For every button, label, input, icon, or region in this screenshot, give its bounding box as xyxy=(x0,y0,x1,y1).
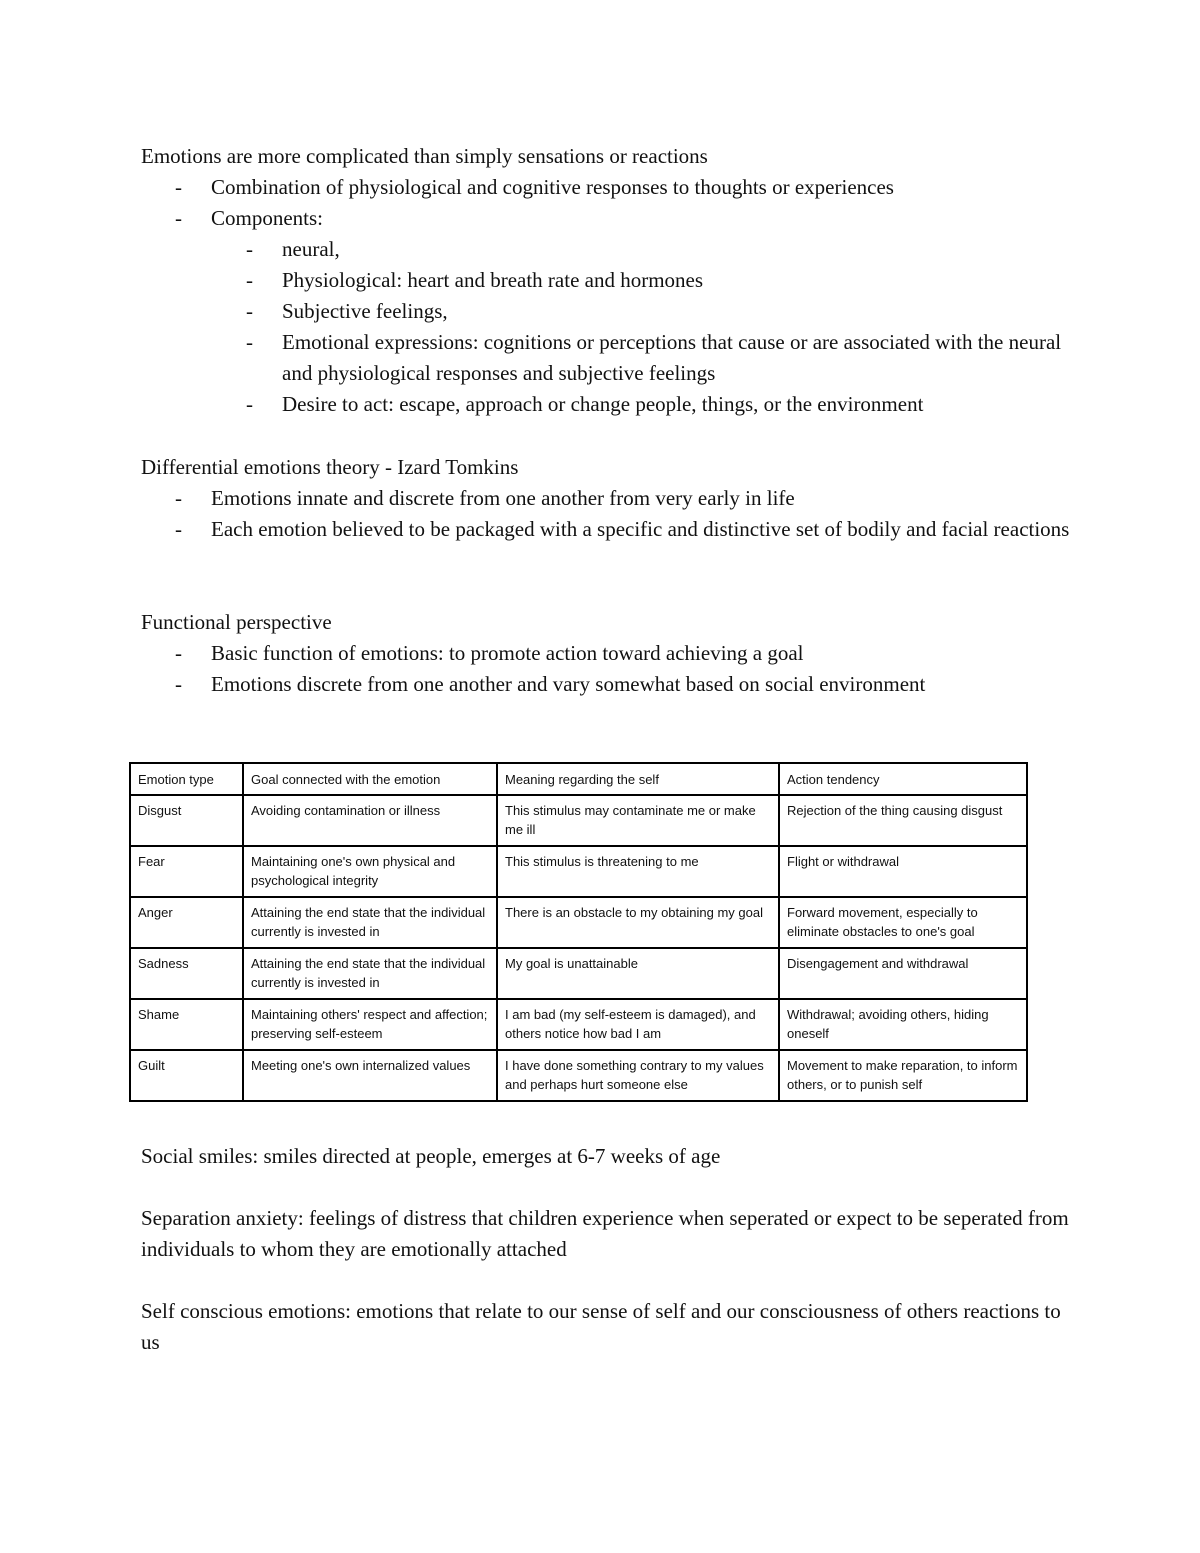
bullet-list xyxy=(141,483,1081,545)
table-row xyxy=(130,948,1027,999)
cell-action-tendency: Flight or withdrawal xyxy=(779,846,1027,897)
dash-bullet: - xyxy=(246,237,253,261)
table-row xyxy=(130,897,1027,948)
cell-action-tendency: Rejection of the thing causing disgust xyxy=(779,795,1027,846)
sub-list-item-text: Subjective feelings, xyxy=(282,299,448,323)
cell-goal: Attaining the end state that the individual currently is invested in xyxy=(243,897,497,948)
list-item xyxy=(141,483,1081,514)
cell-emotion-type: Shame xyxy=(130,999,243,1050)
definition-text: Social smiles: smiles directed at people, emerges at 6-7 weeks of age xyxy=(141,1144,721,1168)
section-heading: Functional perspective xyxy=(141,610,332,634)
definition-text: Separation anxiety: feelings of distress that children experience when seperated or expect to be seperated from individuals to whom they are emotionally attached xyxy=(141,1206,1069,1261)
emotions-table xyxy=(129,762,1028,1102)
definition-text: Self conscious emotions: emotions that relate to our sense of self and our consciousness of others reactions to us xyxy=(141,1299,1061,1354)
section-heading: Differential emotions theory - Izard Tomkins xyxy=(141,455,519,479)
cell-goal: Maintaining one's own physical and psychological integrity xyxy=(243,846,497,897)
sub-bullet-list xyxy=(211,234,1081,420)
cell-meaning: My goal is unattainable xyxy=(497,948,779,999)
section-functional-perspective xyxy=(141,607,1081,700)
table-row xyxy=(130,795,1027,846)
cell-action-tendency: Movement to make reparation, to inform others, or to punish self xyxy=(779,1050,1027,1101)
cell-emotion-type: Guilt xyxy=(130,1050,243,1101)
sub-list-item xyxy=(141,265,1081,296)
sub-list-item-text: Physiological: heart and breath rate and hormones xyxy=(282,268,704,292)
list-item-text: Components: xyxy=(211,206,324,230)
cell-emotion-type: Disgust xyxy=(130,795,243,846)
header-goal: Goal connected with the emotion xyxy=(243,763,497,795)
list-item xyxy=(141,669,1081,700)
cell-meaning-line: I am bad (my self-esteem is damaged), and xyxy=(505,1007,756,1022)
cell-goal: Attaining the end state that the individual currently is invested in xyxy=(243,948,497,999)
dash-bullet: - xyxy=(246,330,253,354)
sub-list-item-text: Emotional expressions: cognitions or perceptions that cause or are associated with the neural and physiological responses and subjective feelings xyxy=(282,330,1062,385)
cell-action-tendency: Withdrawal; avoiding others, hiding oneself xyxy=(779,999,1027,1050)
list-item-text: Emotions innate and discrete from one another from very early in life xyxy=(211,486,795,510)
list-item xyxy=(141,203,1081,420)
cell-goal: Avoiding contamination or illness xyxy=(243,795,497,846)
cell-action-tendency: Disengagement and withdrawal xyxy=(779,948,1027,999)
section-emotions-intro xyxy=(141,141,1081,420)
cell-emotion-type: Fear xyxy=(130,846,243,897)
cell-meaning: This stimulus is threatening to me xyxy=(497,846,779,897)
dash-bullet: - xyxy=(246,392,253,416)
cell-goal: Meeting one's own internalized values xyxy=(243,1050,497,1101)
section-heading: Emotions are more complicated than simply sensations or reactions xyxy=(141,144,708,168)
list-item-text: Emotions discrete from one another and vary somewhat based on social environment xyxy=(211,672,926,696)
dash-bullet: - xyxy=(175,486,182,510)
cell-meaning: This stimulus may contaminate me or make me ill xyxy=(497,795,779,846)
list-item-text: Each emotion believed to be packaged with a specific and distinctive set of bodily and facial reactions xyxy=(211,517,1070,541)
sub-list-item-text: neural, xyxy=(282,237,340,261)
header-action-tendency: Action tendency xyxy=(779,763,1027,795)
list-item xyxy=(141,172,1081,203)
sub-list-item xyxy=(141,327,1081,389)
cell-emotion-type: Sadness xyxy=(130,948,243,999)
cell-action-tendency: Forward movement, especially to eliminate obstacles to one's goal xyxy=(779,897,1027,948)
definition-separation-anxiety xyxy=(141,1203,1081,1265)
sub-list-item xyxy=(141,234,1081,265)
dash-bullet: - xyxy=(175,517,182,541)
cell-meaning-line: others notice how bad I am xyxy=(505,1026,662,1041)
section-differential-emotions xyxy=(141,452,1081,545)
sub-list-item-text: Desire to act: escape, approach or change people, things, or the environment xyxy=(282,392,924,416)
header-meaning: Meaning regarding the self xyxy=(497,763,779,795)
definition-self-conscious-emotions xyxy=(141,1296,1081,1358)
dash-bullet: - xyxy=(175,175,182,199)
sub-list-item xyxy=(141,296,1081,327)
cell-meaning: I have done something contrary to my values and perhaps hurt someone else xyxy=(497,1050,779,1101)
cell-meaning xyxy=(497,999,779,1050)
bullet-list xyxy=(141,172,1081,420)
header-emotion-type: Emotion type xyxy=(130,763,243,795)
cell-emotion-type: Anger xyxy=(130,897,243,948)
list-item-text: Combination of physiological and cognitive responses to thoughts or experiences xyxy=(211,175,894,199)
table-header-row xyxy=(130,763,1027,795)
table-row xyxy=(130,1050,1027,1101)
sub-list-item xyxy=(141,389,1081,420)
bullet-list xyxy=(141,638,1081,700)
list-item xyxy=(141,514,1081,545)
dash-bullet: - xyxy=(246,299,253,323)
cell-meaning: There is an obstacle to my obtaining my goal xyxy=(497,897,779,948)
dash-bullet: - xyxy=(175,206,182,230)
table-row xyxy=(130,999,1027,1050)
table-row xyxy=(130,846,1027,897)
cell-goal: Maintaining others' respect and affection; preserving self-esteem xyxy=(243,999,497,1050)
list-item xyxy=(141,638,1081,669)
list-item-text: Basic function of emotions: to promote action toward achieving a goal xyxy=(211,641,804,665)
dash-bullet: - xyxy=(175,672,182,696)
dash-bullet: - xyxy=(246,268,253,292)
dash-bullet: - xyxy=(175,641,182,665)
emotions-table-wrapper xyxy=(129,762,1028,1102)
definition-social-smiles xyxy=(141,1141,1081,1172)
